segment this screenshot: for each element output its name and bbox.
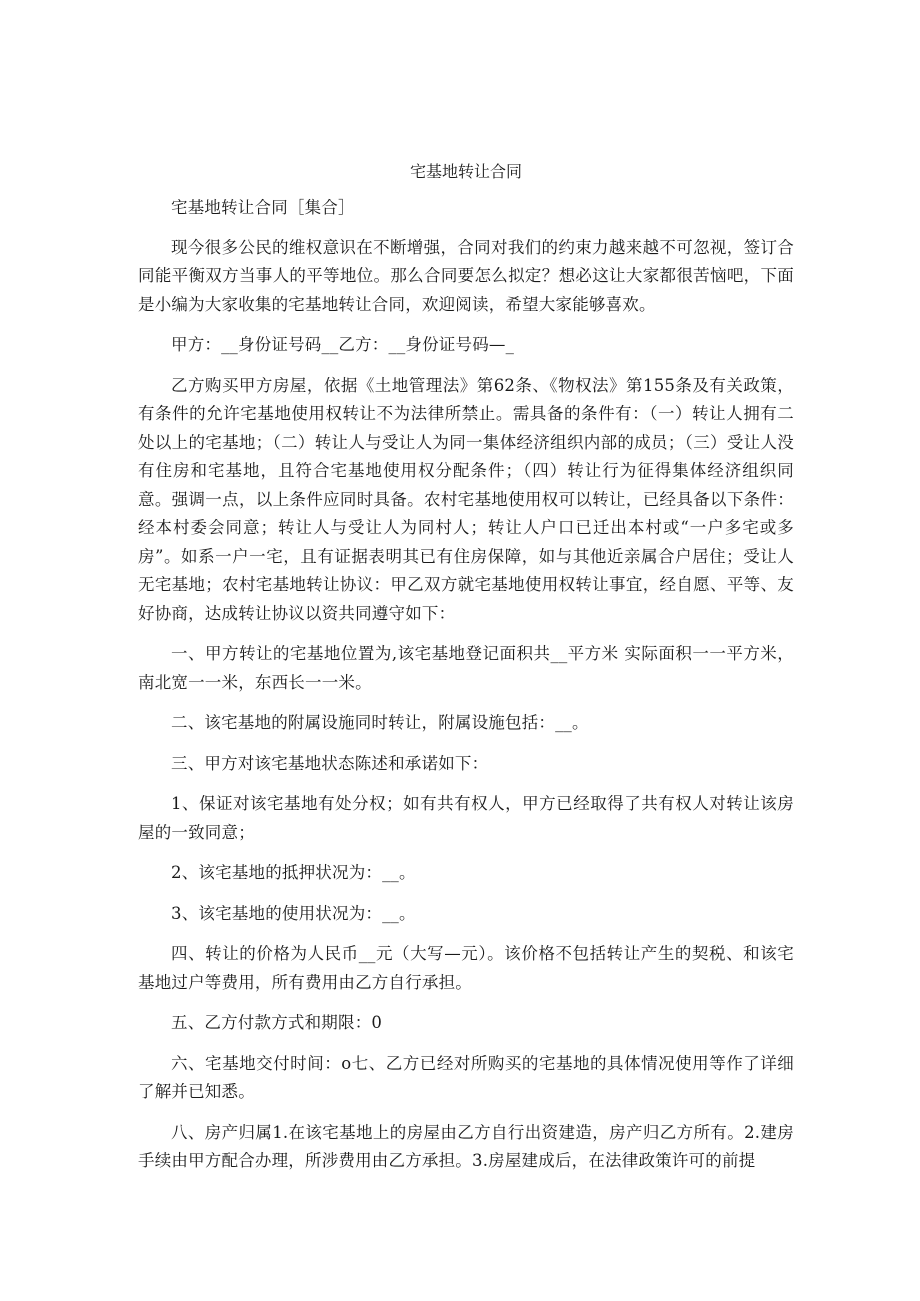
document-page <box>138 156 794 1188</box>
clause-1-location: 一、甲方转让的宅基地位置为,该宅基地登记面积共__平方米 实际面积一一平方米，南北宽一一米，东西长一一米。 <box>138 644 794 692</box>
clause-3-item-1: 1、保证对该宅基地有处分权；如有共有权人，甲方已经取得了共有权人对转让该房屋的一致同意； <box>138 794 794 842</box>
paragraph-preamble: 乙方购买甲方房屋，依据《土地管理法》第62条、《物权法》第155条及有关政策，有条件的允许宅基地使用权转让不为法律所禁止。需具备的条件有：（一）转让人拥有二处以上的宅基地；（二）转让人与受让人为同一集体经济组织内部的成员；（三）受让人没有住房和宅基地，且符合宅基地使用权分配条件；（四）转让行为征得集体经济组织同意。强调一点，以上条件应同时具备。农村宅基地使用权可以转让，已经具备以下条件：经本村委会同意；转让人与受让人为同村人；转让人户口已迁出本村或“一户多宅或多房”。如系一户一宅，且有证据表明其已有住房保障，如与其他近亲属合户居住；受让人无宅基地；农村宅基地转让协议：甲乙双方就宅基地使用权转让事宜，经自愿、平等、友好协商，达成转让协议以资共同遵守如下： <box>138 375 794 623</box>
clause-3-statement: 三、甲方对该宅基地状态陈述和承诺如下： <box>171 753 489 773</box>
clause-6-7-delivery: 六、宅基地交付时间：o七、乙方已经对所购买的宅基地的具体情况使用等作了详细了解并已知悉。 <box>138 1053 794 1101</box>
paragraph-parties: 甲方：__身份证号码__乙方：__身份证号码—_ <box>171 335 515 354</box>
document-title: 宅基地转让合同 <box>409 162 522 181</box>
clause-2-facilities: 二、该宅基地的附属设施同时转让，附属设施包括：__。 <box>171 713 589 732</box>
document-subtitle: 宅基地转让合同［集合］ <box>171 198 355 217</box>
clause-4-price: 四、转让的价格为人民币__元（大写—元）。该价格不包括转让产生的契税、和该宅基地过户等费用，所有费用由乙方自行承担。 <box>138 944 794 992</box>
paragraph-intro: 现今很多公民的维权意识在不断增强，合同对我们的约束力越来越不可忽视，签订合同能平衡双方当事人的平等地位。那么合同要怎么拟定？想必这让大家都很苦恼吧，下面是小编为大家收集的宅基地转让合同，欢迎阅读，希望大家能够喜欢。 <box>138 237 794 314</box>
clause-5-payment: 五、乙方付款方式和期限：0 <box>171 1013 383 1032</box>
clause-3-item-3: 3、该宅基地的使用状况为：__。 <box>171 903 416 923</box>
clause-3-item-2: 2、该宅基地的抵押状况为：__。 <box>171 863 416 882</box>
clause-8-ownership: 八、房产归属1.在该宅基地上的房屋由乙方自行出资建造，房产归乙方所有。2.建房手续由甲方配合办理，所涉费用由乙方承担。3.房屋建成后，在法律政策许可的前提 <box>138 1122 794 1170</box>
